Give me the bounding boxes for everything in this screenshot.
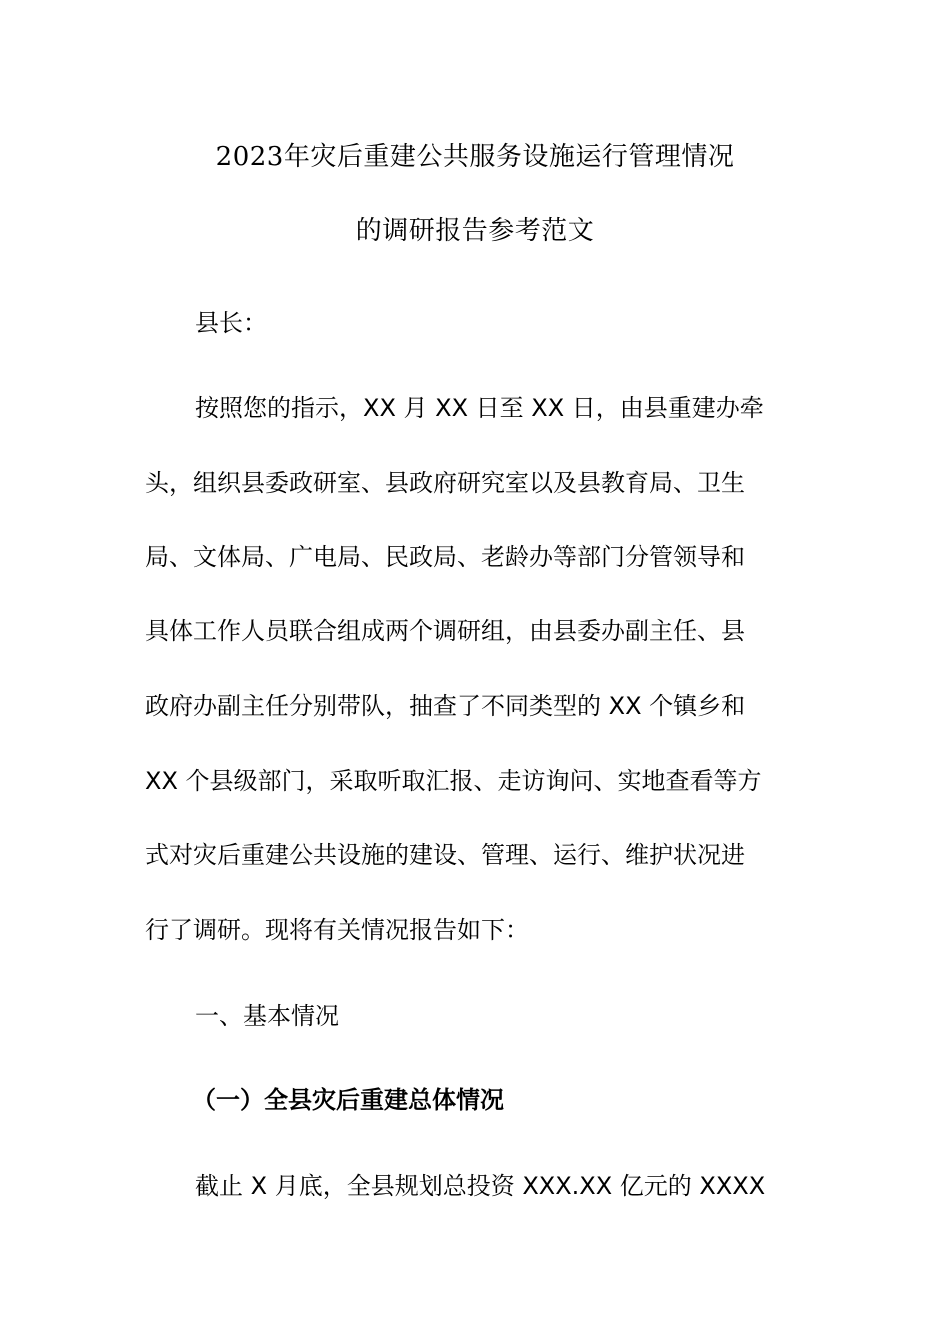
paragraph-line: 头，组织县委政研室、县政府研究室以及县教育局、卫生	[145, 469, 745, 497]
paragraph-line: 具体工作人员联合组成两个调研组，由县委办副主任、县	[145, 617, 745, 645]
paragraph-line: 按照您的指示，XX 月 XX 日至 XX 日，由县重建办牵	[195, 394, 764, 422]
section-heading: 一、基本情况	[195, 1002, 339, 1030]
paragraph-line: 行了调研。现将有关情况报告如下：	[145, 916, 529, 944]
paragraph-line: 政府办副主任分别带队，抽查了不同类型的 XX 个镇乡和	[145, 692, 746, 720]
paragraph-line: 式对灾后重建公共设施的建设、管理、运行、维护状况进	[145, 841, 745, 869]
document-title-line-1: 2023年灾后重建公共服务设施运行管理情况	[215, 142, 735, 172]
subsection-heading: （一）全县灾后重建总体情况	[192, 1086, 504, 1114]
paragraph-line: 截止 X 月底，全县规划总投资 XXX.XX 亿元的 XXXX	[195, 1172, 766, 1200]
document-title-line-2: 的调研报告参考范文	[355, 216, 595, 246]
paragraph-line: 局、文体局、广电局、民政局、老龄办等部门分管领导和	[145, 543, 745, 571]
paragraph-line: XX 个县级部门，采取听取汇报、走访询问、实地查看等方	[145, 767, 762, 795]
salutation: 县长：	[195, 309, 267, 337]
